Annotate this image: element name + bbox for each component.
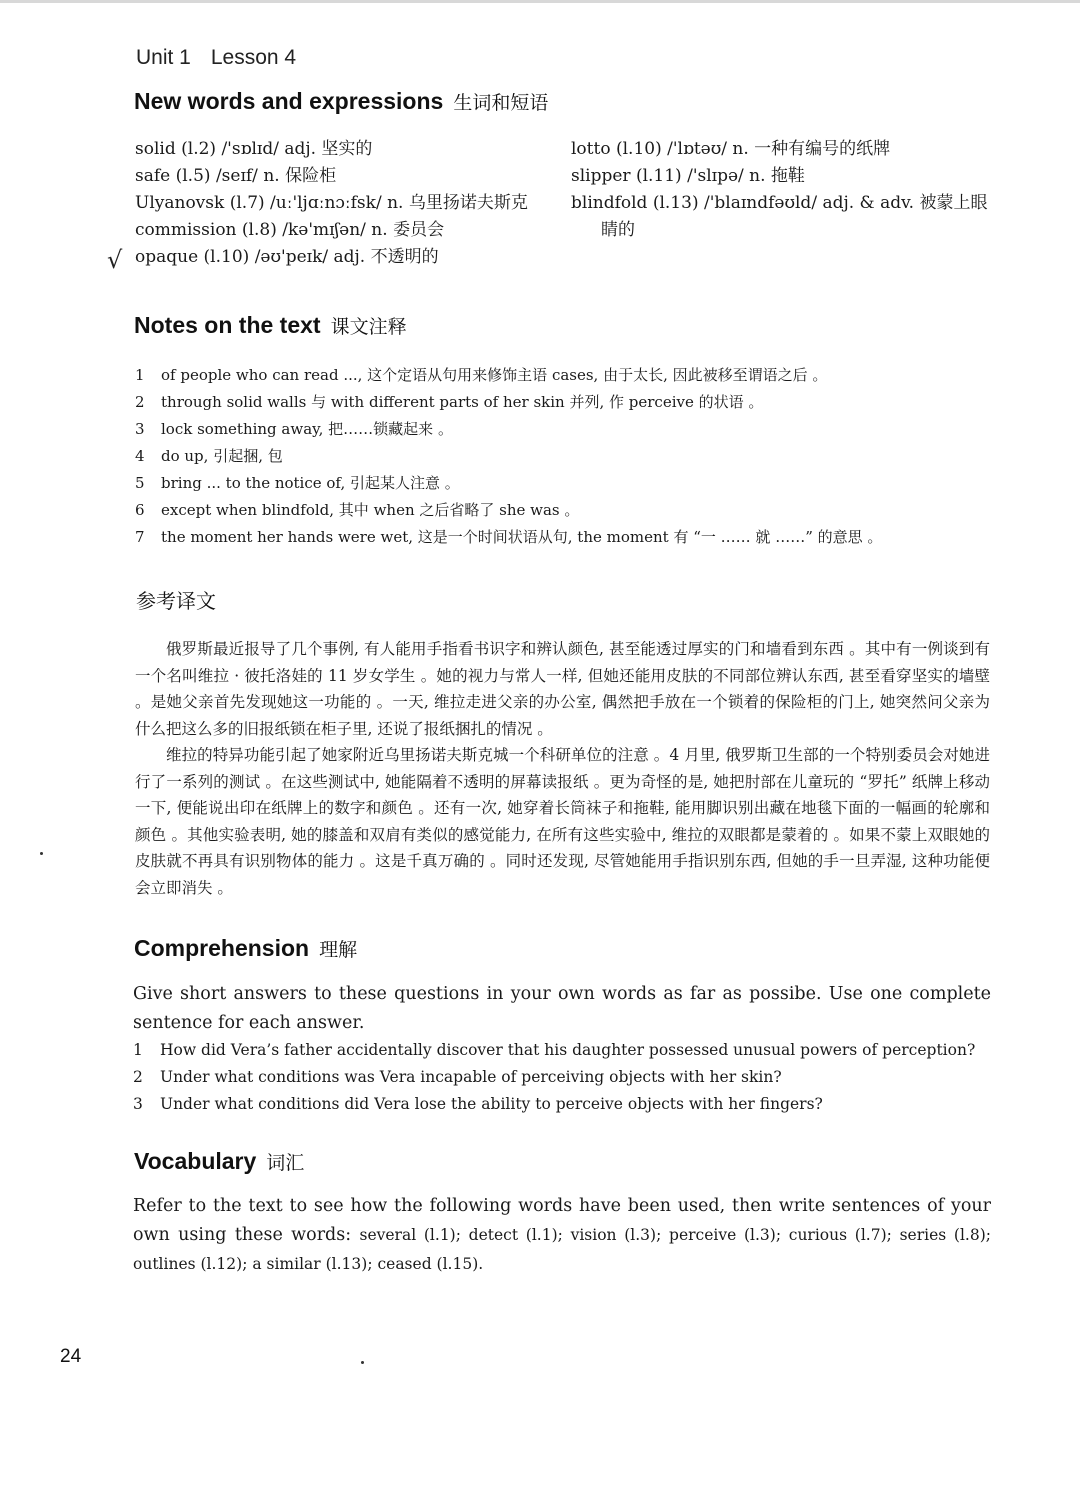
vocab-list-left bbox=[135, 136, 555, 271]
vocabulary-title-zh: 词汇 bbox=[266, 1152, 305, 1174]
vocab-item: slipper (l.11) /'slɪpə/ n. 拖鞋 bbox=[571, 166, 805, 186]
unit-label: Unit 1 bbox=[136, 46, 191, 69]
vocab-list-right bbox=[571, 136, 1001, 244]
new-words-heading bbox=[134, 88, 548, 115]
note-text: except when blindfold, 其中 when 之后省略了 she was 。 bbox=[161, 501, 580, 519]
vocab-item: opaque (l.10) /əʊ'peɪk/ adj. 不透明的 bbox=[135, 247, 439, 267]
translation-body bbox=[135, 636, 990, 901]
comprehension-instruction: Give short answers to these questions in your own words as far as possibe. Use one complete sentence for each answer. bbox=[133, 984, 991, 1033]
note-item bbox=[135, 443, 1015, 470]
comprehension-title: Comprehension bbox=[134, 935, 310, 961]
note-text: do up, 引起捆, 包 bbox=[161, 447, 283, 465]
new-words-title-zh: 生词和短语 bbox=[453, 92, 549, 114]
notes-list bbox=[135, 362, 1015, 551]
unit-lesson-header bbox=[136, 46, 316, 70]
note-number: 7 bbox=[135, 528, 145, 546]
note-item bbox=[135, 416, 1015, 443]
vocab-item: lotto (l.10) /'lɒtəʊ/ n. 一种有编号的纸牌 bbox=[571, 139, 891, 159]
question-item bbox=[133, 1037, 1013, 1064]
vocab-item: solid (l.2) /'sɒlɪd/ adj. 坚实的 bbox=[135, 139, 373, 159]
question-list bbox=[133, 1037, 1013, 1118]
question-text: How did Vera’s father accidentally discover that his daughter possessed unusual powers of perception? bbox=[160, 1041, 976, 1059]
question-number: 2 bbox=[133, 1068, 143, 1086]
comprehension-heading bbox=[134, 935, 357, 962]
notes-title: Notes on the text bbox=[134, 312, 321, 338]
question-text: Under what conditions did Vera lose the ability to perceive objects with her fingers? bbox=[160, 1095, 823, 1113]
lesson-label: Lesson 4 bbox=[210, 46, 297, 69]
handwritten-check-mark: √ bbox=[107, 246, 123, 274]
vocab-item: commission (l.8) /kə'mɪʃən/ n. 委员会 bbox=[135, 220, 445, 240]
translation-paragraph: 俄罗斯最近报导了几个事例, 有人能用手指看书识字和辨认颜色, 甚至能透过厚实的门和墙看到东西 。其中有一例谈到有一个名叫维拉 · 彼托洛娃的 11 岁女学生 。她的视力与常人一样, 但她还能用皮肤的不同部位辨认东西, 甚至看穿坚实的墙壁 。是她父亲首先发现她这一功能的 。一天, 维拉走进父亲的办公室, 偶然把手放在一个锁着的保险柜的门上, 她突然问父亲为什么把这么多的旧报纸锁在柜子里, 还说了报纸捆扎的情况 。 bbox=[135, 640, 990, 738]
question-text: Under what conditions was Vera incapable of perceiving objects with her skin? bbox=[160, 1068, 782, 1086]
vocabulary-title: Vocabulary bbox=[134, 1148, 257, 1174]
note-text: lock something away, 把……锁藏起来 。 bbox=[161, 420, 453, 438]
translation-heading: 参考译文 bbox=[136, 589, 216, 613]
note-number: 4 bbox=[135, 447, 145, 465]
notes-title-zh: 课文注释 bbox=[330, 316, 407, 338]
vocab-item-text: blindfold (l.13) /'blaɪndfəʊld/ adj. & adv. 被蒙上眼 bbox=[571, 193, 988, 213]
question-item bbox=[133, 1064, 1013, 1091]
note-item bbox=[135, 362, 1015, 389]
vocab-item bbox=[571, 190, 1001, 244]
question-number: 3 bbox=[133, 1095, 143, 1113]
note-text: the moment her hands were wet, 这是一个时间状语从句, the moment 有 “一 …… 就 ……” 的意思 。 bbox=[161, 528, 883, 546]
question-item bbox=[133, 1091, 1013, 1118]
note-item bbox=[135, 389, 1015, 416]
page-number: 24 bbox=[60, 1346, 82, 1367]
note-item bbox=[135, 524, 1015, 551]
note-number: 1 bbox=[135, 366, 145, 384]
note-text: of people who can read ..., 这个定语从句用来修饰主语 cases, 由于太长, 因此被移至谓语之后 。 bbox=[161, 366, 828, 384]
vocab-item-continuation: 睛的 bbox=[601, 220, 635, 240]
note-number: 3 bbox=[135, 420, 145, 438]
new-words-title: New words and expressions bbox=[134, 88, 444, 114]
question-number: 1 bbox=[133, 1041, 143, 1059]
vocabulary-heading bbox=[134, 1148, 304, 1175]
vocabulary-instruction-text: Refer to the text to see how the following words have been used, then write sentences of your own using these words: bbox=[133, 1196, 991, 1245]
note-item bbox=[135, 470, 1015, 497]
vocabulary-instruction bbox=[133, 1192, 991, 1279]
scan-speck bbox=[40, 852, 43, 855]
translation-paragraph: 维拉的特异功能引起了她家附近乌里扬诺夫斯克城一个科研单位的注意 。4 月里, 俄罗斯卫生部的一个特别委员会对她进行了一系列的测试 。在这些测试中, 她能隔着不透明的屏幕读报纸 。更为奇怪的是, 她把肘部在儿童玩的 “罗托” 纸牌上移动一下, 便能说出印在纸牌上的数字和颜色 。还有一次, 她穿着长筒袜子和拖鞋, 能用脚识别出藏在地毯下面的一幅画的轮廓和颜色 。其他实验表明, 她的膝盖和双肩有类似的感觉能力, 在所有这些实验中, 维拉的双眼都是蒙着的 。如果不蒙上双眼她的皮肤就不再具有识别物体的能力 。这是千真万确的 。同时还发现, 尽管她能用手指识别东西, 但她的手一旦弄湿, 这种功能便会立即消失 。 bbox=[135, 746, 990, 897]
note-item bbox=[135, 497, 1015, 524]
note-text: through solid walls 与 with different parts of her skin 并列, 作 perceive 的状语 。 bbox=[161, 393, 764, 411]
vocab-item: safe (l.5) /seɪf/ n. 保险柜 bbox=[135, 166, 337, 186]
vocab-item: Ulyanovsk (l.7) /uː'ljɑːnɔːfsk/ n. 乌里扬诺夫斯克 bbox=[135, 193, 528, 213]
note-text: bring ... to the notice of, 引起某人注意 。 bbox=[161, 474, 460, 492]
note-number: 5 bbox=[135, 474, 145, 492]
notes-heading bbox=[134, 312, 407, 339]
comprehension-title-zh: 理解 bbox=[319, 939, 358, 961]
note-number: 6 bbox=[135, 501, 145, 519]
note-number: 2 bbox=[135, 393, 145, 411]
scan-speck bbox=[361, 1361, 364, 1364]
vocabulary-word-list: several (l.1); detect (l.1); vision (l.3); perceive (l.3); curious (l.7); series (l.8); outlines (l.12); a similar (l.13); ceased (l.15). bbox=[133, 1226, 991, 1273]
